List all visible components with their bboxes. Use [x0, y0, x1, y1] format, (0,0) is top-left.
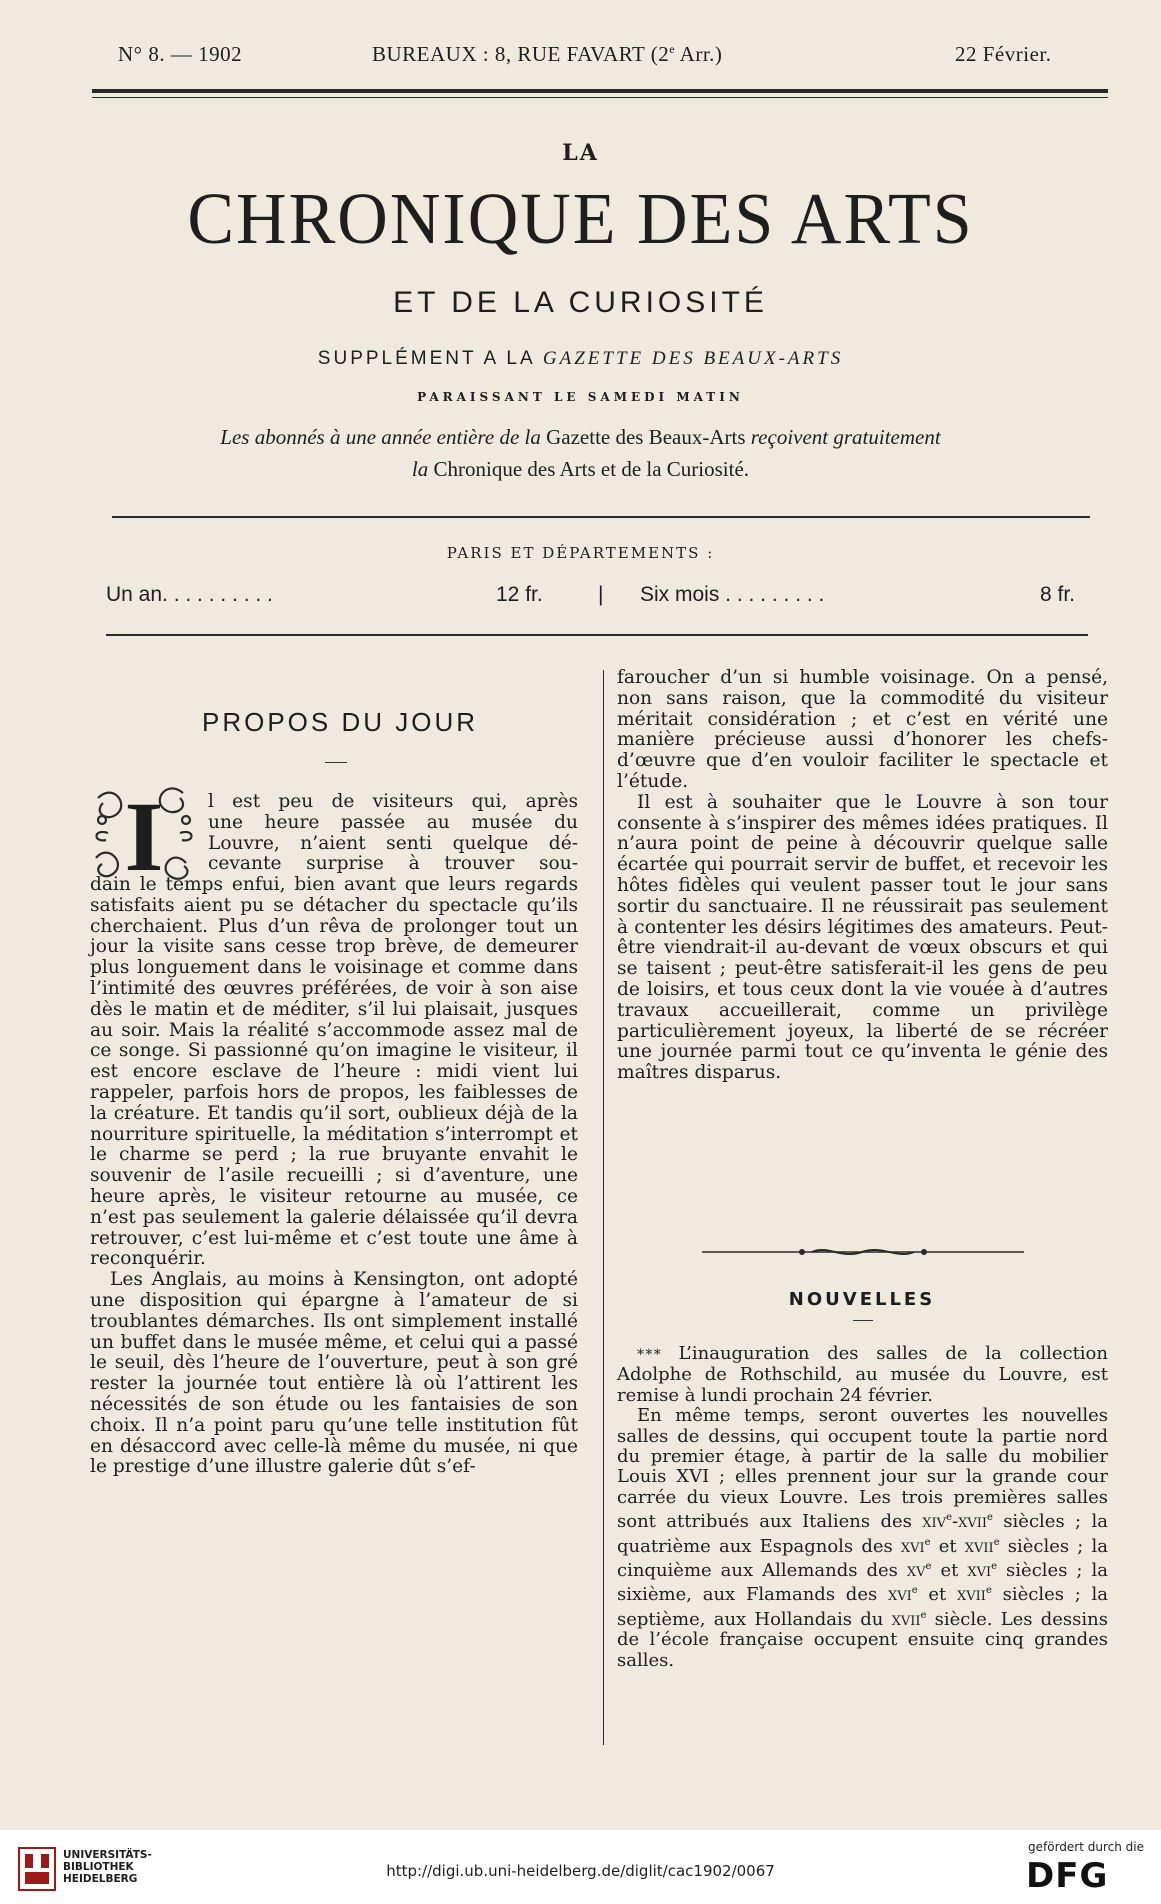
- nouvelles-dash: [853, 1320, 873, 1321]
- n2-c6: xvi: [967, 1560, 992, 1582]
- propos-lead-lines: [208, 792, 578, 875]
- nouvelles-item1: [617, 1344, 1108, 1406]
- lead-line-1: l est peu de visiteurs qui, après: [208, 791, 578, 812]
- subscribers-2a: la: [411, 457, 434, 481]
- offices-text: BUREAUX : 8, RUE FAVART (2: [372, 42, 670, 66]
- subscribers-1c: reçoivent gratuitement: [745, 425, 941, 449]
- dropcap-ornament: [88, 778, 200, 888]
- header-rule-thick: [92, 89, 1108, 93]
- propos-para2-cont: faroucher d’un si humble voisinage. On a pensé, non sans raison, que la commodité du visiteur méritait considération ; et c’est en vérité une manière précieuse aussi d’honorer les chefs-d’œuvre que d’en vouloir faciliter le spectacle et l’étude.: [617, 667, 1108, 792]
- n2-sup3: e: [924, 1536, 931, 1548]
- price-year: 12 fr.: [496, 583, 543, 606]
- n2-s3: siècles ; la cinquième aux Allemands des: [617, 1535, 1108, 1582]
- n2-s2: et: [930, 1535, 965, 1557]
- offices-sup: e: [669, 42, 676, 56]
- n2-c3: xvi: [900, 1535, 925, 1557]
- n2-s6: et: [917, 1584, 958, 1606]
- propos-dash: [325, 762, 347, 763]
- n2-sup8: e: [985, 1585, 992, 1597]
- funded-by: gefördert durch die: [1028, 1840, 1144, 1854]
- n2-s1: siècles ; la quatrième aux Espagnols des: [617, 1511, 1108, 1557]
- n2-sup4: e: [993, 1536, 1000, 1548]
- dropcap-letter: I: [124, 781, 164, 888]
- propos-right-column: [617, 668, 1108, 1084]
- lead-line-2: une heure passée au musée du: [208, 811, 578, 833]
- n2-sup2: e: [987, 1512, 993, 1524]
- n2-c9: xvii: [891, 1608, 921, 1630]
- n2-sup1: e: [946, 1512, 952, 1524]
- n2-sup9: e: [920, 1609, 927, 1621]
- offices-address: [372, 42, 722, 67]
- subscribers-2b: Chronique des Arts et de la Curiosité.: [433, 457, 750, 481]
- masthead-title: CHRONIQUE DES ARTS: [187, 179, 974, 260]
- library-line2: BIBLIOTHEK: [63, 1861, 134, 1873]
- n2-s8: siècle. Les dessins de l’école française occupent ensuite cinq grandes salles.: [617, 1608, 1108, 1671]
- masthead-rule: [112, 516, 1090, 518]
- n2-sup7: e: [911, 1585, 918, 1597]
- subscription-rule: [106, 634, 1088, 636]
- asterism: * * *: [637, 1347, 661, 1363]
- lead-line-4: cevante surprise à trouver sou-: [208, 853, 578, 875]
- masthead-supplement: [0, 348, 1161, 370]
- library-line1: UNIVERSITÄTS-: [63, 1849, 152, 1861]
- nouvelles-column: [617, 1344, 1108, 1671]
- price-year-label: Un an. . . . . . . . . .: [106, 583, 273, 606]
- source-url-link[interactable]: http://digi.ub.uni-heidelberg.de/diglit/cac1902/0067: [386, 1862, 775, 1880]
- n2-s5: siècles ; la sixième, aux Flamands des: [617, 1560, 1108, 1606]
- propos-para1-rest: dain le temps enfui, bien avant que leurs regards satisfaits aient pu se détacher du spectacle qu’ils cherchaient. Plus d’un rêva de prolonger tout un jour la visite sans cesse trop brève, de demeurer plus longuement dans le voisinage et comme dans l’intimité des œuvres préférées, de voir à son aise dès le matin et de méditer, s’il lui plaisait, jusques au soir. Mais la réalité s’accommode assez mal de ce songe. Si passionné qu’on imagine le visiteur, il est encore esclave de l’heure : midi vient lui rappeler, parfois hors de propos, les faiblesses de la créature. Et tandis qu’il sort, oublieux déjà de la nourriture spirituelle, la méditation s’interrompt et le charme se perd ; la rue bruyante envahit le souvenir de l’asile recueilli ; si d’aventure, une heure après, le visiteur retourne au musée, ce n’est pas seulement la galerie délaissée qu’il devra retrouver, c’est lui-même et c’est toute une âme à reconquérir.: [90, 874, 578, 1270]
- n2-s4: et: [931, 1560, 968, 1582]
- supplement-journal: GAZETTE DES BEAUX-ARTS: [542, 348, 844, 369]
- offices-end: Arr.): [675, 42, 723, 66]
- lead-line-3: Louvre, n’aient senti quelque dé-: [208, 832, 578, 854]
- n2-sup6: e: [991, 1561, 998, 1573]
- subscribers-note-line1: [0, 425, 1161, 450]
- n2-c1: xiv: [922, 1511, 947, 1533]
- dfg-logo: DFG: [1026, 1856, 1109, 1896]
- price-six-label: Six mois . . . . . . . . .: [640, 583, 825, 606]
- nouvelles-item2: [617, 1406, 1108, 1671]
- subscription-heading: PARIS ET DÉPARTEMENTS :: [446, 544, 715, 562]
- price-separator: |: [598, 583, 604, 606]
- subscribers-1b: Gazette des Beaux-Arts: [546, 425, 746, 449]
- masthead-article: LA: [562, 140, 599, 166]
- masthead-schedule: PARAISSANT LE SAMEDI MATIN: [417, 390, 744, 404]
- nouvelles-heading: NOUVELLES: [788, 1289, 936, 1310]
- n2-c8: xvii: [957, 1584, 986, 1606]
- n2-c2: xvii: [958, 1511, 988, 1533]
- subscribers-1a: Les abonnés à une année entière de la: [220, 425, 547, 449]
- masthead-subtitle: ET DE LA CURIOSITÉ: [393, 286, 768, 319]
- header-rule-thin: [92, 97, 1108, 98]
- propos-heading: PROPOS DU JOUR: [201, 707, 479, 737]
- column-divider: [603, 670, 604, 1745]
- n2-c5: xv: [906, 1560, 926, 1582]
- section-ornament: [702, 1245, 1024, 1259]
- propos-para3: Il est à souhaiter que le Louvre à son tour consente à s’inspirer des mêmes idées pratiques. Il n’aura point de peine à découvrir quelque salle écartée qui pourrait servir de buffet, et recevoir les hôtes fidèles qui veulent passer tout le jour sans sortir du sanctuaire. Il ne réussirait pas seulement à contenter les désirs légitimes des amateurs. Peut-être viendrait-il au-devant de vœux obscurs et qui se taisent ; peut-être satisferait-il les gens de peu de loisirs, et tous ceux dont la vie vouée à d’autres travaux accueillerait, comme un privilège particulièrement joyeux, la liberté de se récréer une journée parmi tout ce qu’inventa le génie des maîtres disparus.: [617, 791, 1108, 1084]
- library-line3: HEIDELBERG: [63, 1873, 138, 1885]
- n2-hyphen: -: [952, 1511, 959, 1533]
- issue-number: N° 8. — 1902: [118, 42, 243, 66]
- n2-c4: xvii: [964, 1535, 994, 1557]
- supplement-prefix: SUPPLÉMENT A LA: [317, 348, 543, 369]
- n2-sup5: e: [925, 1561, 932, 1573]
- n2-a: En même temps, seront ouvertes les nouvelles salles de dessins, qui occupent toute la partie nord du premier étage, à partir de la salle du mobilier Louis XVI ; elles prennent jour sur la grande cour carrée du vieux Louvre. Les trois premières salles sont attribués aux Italiens des: [617, 1405, 1108, 1533]
- n2-c7: xvi: [887, 1584, 912, 1606]
- propos-para2: Les Anglais, au moins à Kensington, ont adopté une disposition qui épargne à l’amateur de si troublantes démarches. Ils ont simplement installé un buffet dans le musée même, et celui qui a passé le seuil, dès l’heure de l’ouverture, peut à son gré rester la journée tout entière là où l’attirent les nécessités de son étude ou les fantaisies de son choix. Il n’a point paru qu’une telle institution fût en désaccord avec celle-là même du musée, ni que le prestige d’une illustre galerie dût s’ef-: [90, 1269, 578, 1478]
- n2-s7: siècles ; la septième, aux Hollandais du: [617, 1584, 1108, 1630]
- propos-left-column: [90, 875, 578, 1478]
- price-six: 8 fr.: [1040, 583, 1076, 606]
- subscribers-note-line2: [0, 457, 1161, 482]
- issue-date: 22 Février.: [955, 42, 1052, 66]
- nouvelles-item1-text: L’inauguration des salles de la collection Adolphe de Rothschild, au musée du Louvre, est remise à lundi prochain 24 février.: [617, 1343, 1108, 1406]
